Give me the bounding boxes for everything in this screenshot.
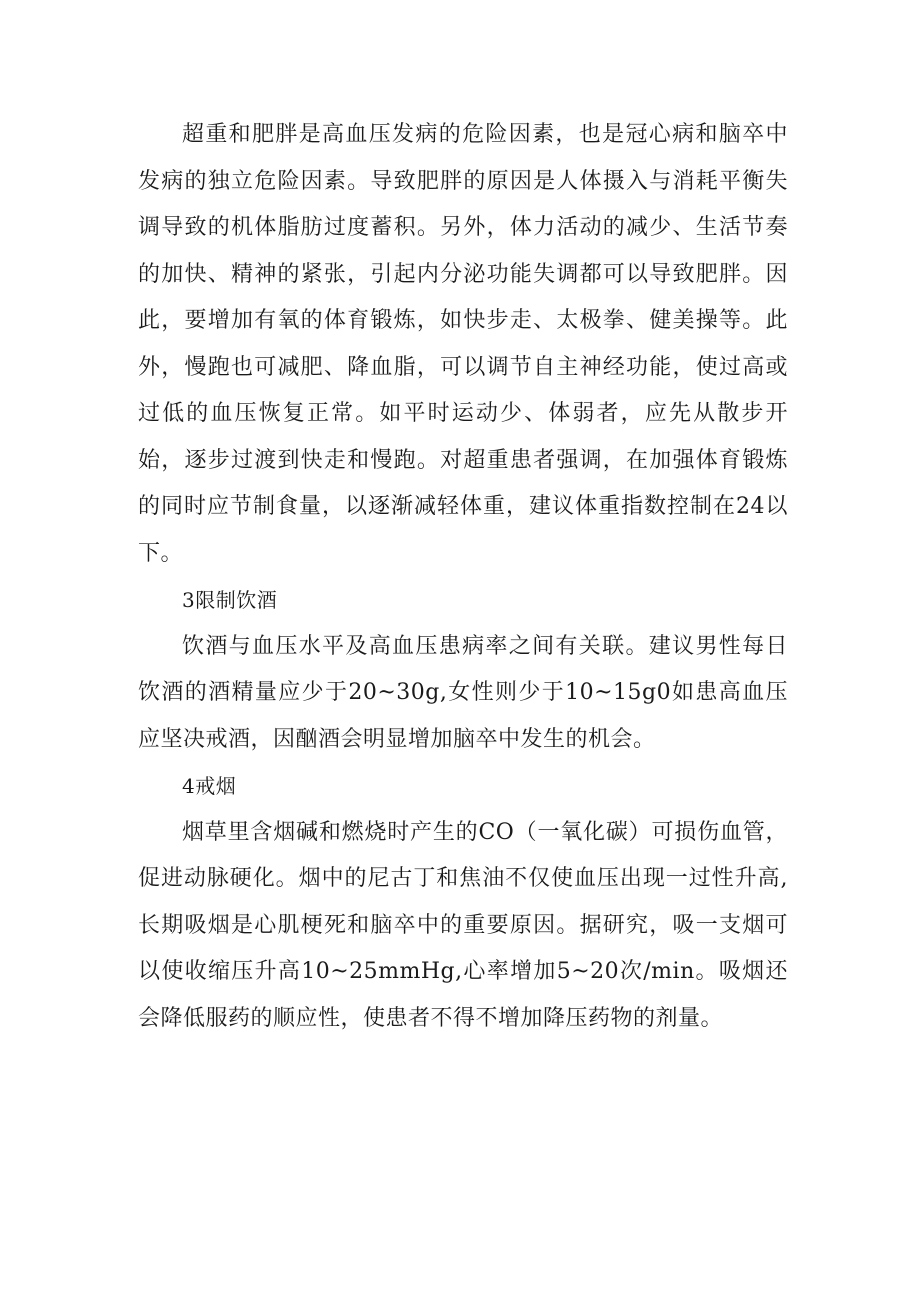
section-heading-quit-smoking: 4戒烟 — [182, 774, 237, 798]
document-body — [138, 112, 788, 1042]
paragraph-smoking: 烟草里含烟碱和燃烧时产生的CO（一氧化碳）可损伤血管，促进动脉硬化。烟中的尼古丁和焦油不仅使血压出现一过性升高,长期吸烟是心肌梗死和脑卒中的重要原因。据研究，吸一支烟可以使收缩压升高10~25mmHg,心率增加5~20次/min。吸烟还会降低服药的顺应性，使患者不得不增加降压药物的剂量。 — [138, 819, 788, 1031]
paragraph-obesity: 超重和肥胖是高血压发病的危险因素，也是冠心病和脑卒中发病的独立危险因素。导致肥胖的原因是人体摄入与消耗平衡失调导致的机体脂肪过度蓄积。另外，体力活动的减少、生活节奏的加快、精神的紧张，引起内分泌功能失调都可以导致肥胖。因此，要增加有氧的体育锻炼，如快步走、太极拳、健美操等。此外，慢跑也可减肥、降血脂，可以调节自主神经功能，使过高或过低的血压恢复正常。如平时运动少、体弱者，应先从散步开始，逐步过渡到快走和慢跑。对超重患者强调，在加强体育锻炼的同时应节制食量，以逐渐减轻体重，建议体重指数控制在24以下。 — [138, 122, 788, 566]
paragraph-alcohol: 饮酒与血压水平及高血压患病率之间有关联。建议男性每日饮酒的酒精量应少于20~30g,女性则少于10~15g0如患高血压应坚决戒酒，因酗酒会明显增加脑卒中发生的机会。 — [138, 633, 788, 752]
section-heading-limit-alcohol: 3限制饮酒 — [182, 588, 278, 612]
